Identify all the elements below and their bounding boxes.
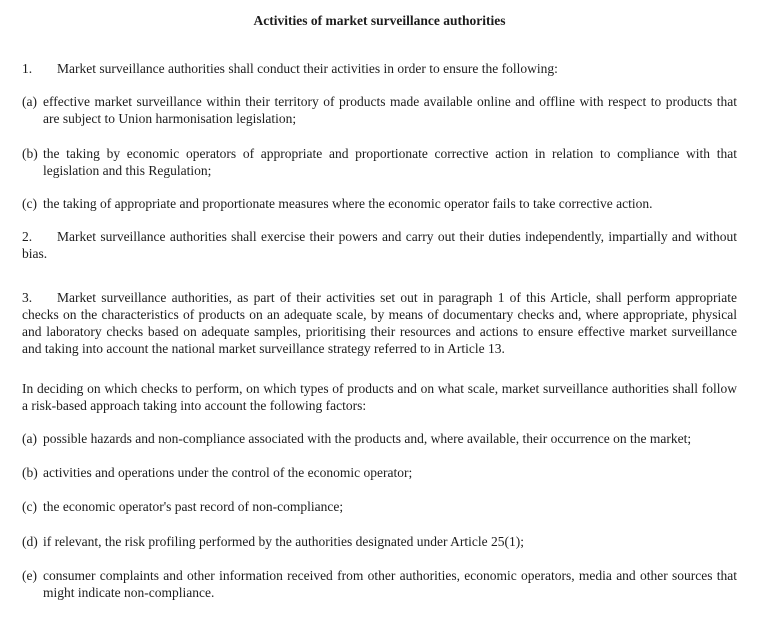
document-title: Activities of market surveillance authorities: [253, 13, 506, 28]
list-item-2d-label: (d): [22, 534, 38, 549]
list-item-a: [22, 93, 737, 127]
list-item-b-label: (b): [22, 146, 38, 161]
list-item-2e-text: consumer complaints and other information received from other authorities, economic operators, media and other sources that might indicate non-compliance.: [43, 568, 737, 600]
paragraph-1-number: 1.: [22, 61, 33, 76]
list-item-c: [22, 195, 737, 212]
list-item-2c-label: (c): [22, 499, 37, 514]
list-item-b-text: the taking by economic operators of appropriate and proportionate corrective action in relation to compliance with that legislation and this Regulation;: [43, 146, 737, 178]
list-item-2c-text: the economic operator's past record of non-compliance;: [43, 499, 344, 514]
list-item-b: [22, 145, 737, 179]
paragraph-2-text: Market surveillance authorities shall exercise their powers and carry out their duties independently, impartially and without bias.: [22, 229, 737, 261]
list-item-2d-text: if relevant, the risk profiling performed by the authorities designated under Article 25(1);: [43, 534, 524, 549]
paragraph-intro-factors: [22, 380, 737, 414]
list-item-2a-label: (a): [22, 431, 37, 446]
paragraph-2-number: 2.: [22, 229, 33, 244]
paragraph-1-text: Market surveillance authorities shall conduct their activities in order to ensure the following:: [57, 61, 558, 76]
list-item-c-text: the taking of appropriate and proportionate measures where the economic operator fails to take corrective action.: [43, 196, 653, 211]
paragraph-intro-factors-text: In deciding on which checks to perform, on which types of products and on what scale, market surveillance authorities shall follow a risk-based approach taking into account the following factors:: [22, 381, 737, 413]
list-item-2b: [22, 464, 737, 481]
list-item-2b-label: (b): [22, 465, 38, 480]
list-item-a-text: effective market surveillance within their territory of products made available online and offline with respect to products that are subject to Union harmonisation legislation;: [43, 94, 737, 126]
list-item-a-label: (a): [22, 94, 37, 109]
list-item-2d: [22, 533, 737, 550]
list-item-2e: [22, 567, 737, 601]
list-item-2e-label: (e): [22, 568, 37, 583]
paragraph-3-number: 3.: [22, 290, 33, 305]
list-item-2c: [22, 498, 737, 515]
list-item-2a: [22, 430, 737, 447]
list-item-2a-text: possible hazards and non-compliance associated with the products and, where available, their occurrence on the market;: [43, 431, 692, 446]
list-item-c-label: (c): [22, 196, 37, 211]
list-item-2b-text: activities and operations under the control of the economic operator;: [43, 465, 413, 480]
paragraph-3-text: Market surveillance authorities, as part of their activities set out in paragraph 1 of this Article, shall perform appropriate checks on the characteristics of products on an adequate scale, by means of documentary checks and, where appropriate, physical and laboratory checks based on adequate samples, prioritising their resources and actions to ensure effective market surveillance and taking into account the national market surveillance strategy referred to in Article 13.: [22, 290, 737, 356]
paragraph-2: [22, 228, 737, 262]
paragraph-3: [22, 289, 737, 357]
paragraph-1: [22, 60, 737, 77]
